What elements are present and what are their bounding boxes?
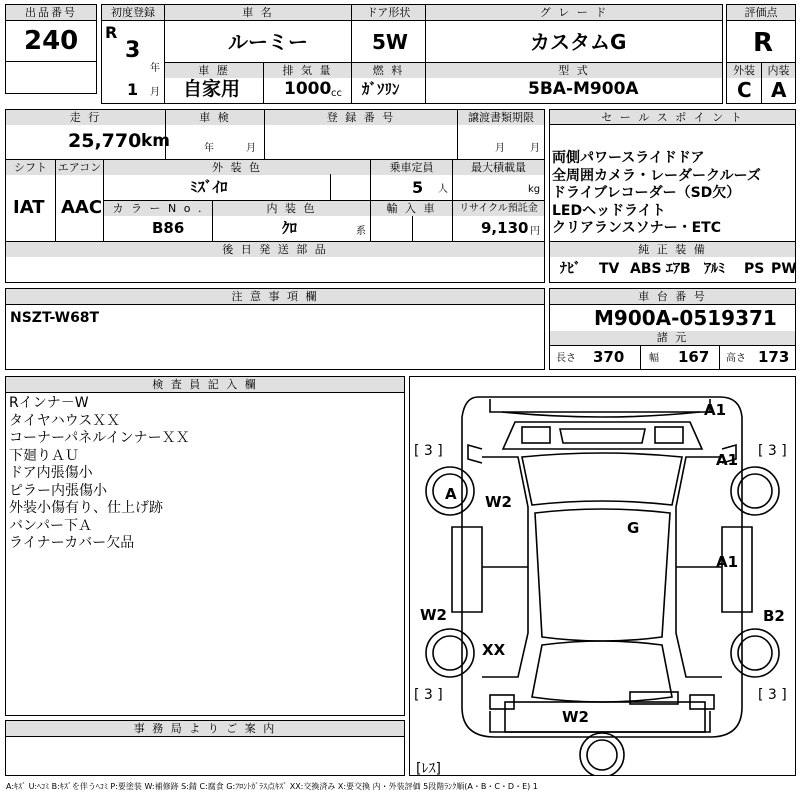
equipment-abs: ABS <box>630 261 662 277</box>
grade-label: グ レ ー ド <box>426 5 722 20</box>
equipment-ps: PS <box>744 261 765 277</box>
tread-front-left: [ 3 ] <box>414 443 443 459</box>
shift-type: IAT <box>13 197 45 218</box>
int-color-label: 内 装 色 <box>213 201 370 216</box>
ext-color-label: 外 装 色 <box>104 160 370 175</box>
persons-unit: 人 <box>438 184 448 195</box>
damage-mark-rear: W2 <box>562 708 589 726</box>
door-type: 5W <box>372 30 408 54</box>
width-value: 167 <box>678 348 710 366</box>
exterior-label: 外装 <box>727 63 761 78</box>
equipment-navi: ﾅﾋﾞ <box>560 261 581 277</box>
kg-unit: kg <box>528 184 541 195</box>
notes-text: NSZT-W68T <box>10 310 100 326</box>
inspector-note: ドア内張傷小 <box>9 465 93 481</box>
sales-point-item: LEDヘッドライト <box>552 202 666 219</box>
transfer-month-unit: 月 <box>495 143 505 154</box>
reg-no-label: 登 録 番 号 <box>265 110 457 125</box>
length-value: 370 <box>593 348 625 366</box>
score-label: 評価点 <box>727 5 795 20</box>
sales-point-list <box>552 150 761 238</box>
damage-mark-right-fender: A1 <box>716 451 739 469</box>
vehicle-history: 自家用 <box>183 78 241 100</box>
interior-label: 内装 <box>762 63 795 78</box>
interior-color: ｸﾛ <box>282 219 298 237</box>
km-unit: km <box>141 131 171 151</box>
tire-mark-front-left: A <box>445 485 457 503</box>
office-label: 事 務 局 よ り ご 案 内 <box>6 721 404 736</box>
inspector-note: Rインナ－W <box>9 395 89 411</box>
year-unit: 年 <box>150 63 160 74</box>
chassis-number: M900A-0519371 <box>594 306 777 330</box>
tread-rear-left: [ 3 ] <box>414 687 443 703</box>
mileage-value: 25,770 <box>68 130 142 152</box>
inspection-month-unit: 月 <box>246 143 256 154</box>
fuel-label: 燃 料 <box>352 63 425 78</box>
displacement-label: 排 気 量 <box>264 63 351 78</box>
dims-label: 諸 元 <box>550 331 795 345</box>
equipment-tv: TV <box>599 261 620 277</box>
history-label: 車 歴 <box>165 63 263 78</box>
fuel-type: ｶﾞｿﾘﾝ <box>362 80 400 98</box>
car-name: ルーミー <box>228 30 308 54</box>
shift-label: シフト <box>6 160 55 175</box>
inspector-note: ライナーカバー欠品 <box>9 535 135 551</box>
width-label: 幅 <box>649 353 659 364</box>
mileage-label: 走 行 <box>6 110 165 125</box>
capacity-value: 5 <box>412 178 424 197</box>
evaluation-score: R <box>753 28 774 58</box>
sales-point-item: クリアランスソナー・ETC <box>552 220 721 236</box>
lot-number: 240 <box>24 26 79 56</box>
inspector-note: 下廻りＡＵ <box>9 447 79 464</box>
model-code: 5BA-M900A <box>528 79 639 99</box>
inspector-note: バンパー下Ａ <box>9 517 93 534</box>
damage-mark-left-quarter: W2 <box>420 606 447 624</box>
equipment-airbag: ｴｱB <box>666 261 691 277</box>
damage-mark-right-quarter: B2 <box>763 607 785 625</box>
sales-point-item: ドライブレコーダー（SD欠） <box>552 185 741 201</box>
inspector-note: 外装小傷有り、仕上げ跡 <box>9 500 163 516</box>
sales-point-label: セ ー ル ス ポ イ ン ト <box>550 110 795 125</box>
first-reg-year: 3 <box>125 38 141 63</box>
first-reg-label: 初度登録 <box>102 5 164 20</box>
interior-grade: A <box>771 78 787 102</box>
damage-mark-front-right: A1 <box>704 401 727 419</box>
inspection-label: 車 検 <box>166 110 264 125</box>
legend-text: A:ｷｽﾞ U:ﾍｺﾐ B:ｷｽﾞを伴うﾍｺﾐ P:要塗装 W:補修跡 S:錆 C:腐食 G:ﾌﾛﾝﾄｶﾞﾗｽ点ｷｽﾞ XX:交換済み X:要交換 内・外装評価 5段階ﾗﾝｸ順(A・B・C・D・E) 1 <box>6 782 538 791</box>
inspector-note: コーナーパネルインナーＸＸ <box>9 430 190 446</box>
length-label: 長さ <box>556 353 576 364</box>
transfer-day-unit: 月 <box>530 143 540 154</box>
notes-label: 注 意 事 項 欄 <box>6 289 544 304</box>
grade: カスタムG <box>530 30 627 54</box>
inspection-year-unit: 年 <box>204 143 214 154</box>
color-no-label: カ ラ ー N o . <box>104 201 212 216</box>
spare-tire-mark: [ﾚｽ] <box>416 761 441 775</box>
aircon-type: AAC <box>61 197 103 218</box>
capacity-label: 乗車定員 <box>371 160 452 175</box>
exterior-color: ﾐｽﾞｲﾛ <box>190 178 228 196</box>
model-code-label: 型 式 <box>426 63 722 78</box>
first-reg-month: 1 <box>127 80 139 99</box>
height-value: 173 <box>758 348 790 366</box>
color-number: B86 <box>152 219 185 237</box>
recycle-label: リサイクル預託金 <box>453 201 544 216</box>
lot-number-label: 出品番号 <box>6 5 96 20</box>
inspector-notes-list <box>9 395 190 553</box>
era-letter: R <box>105 23 118 42</box>
inspector-note: ピラー内張傷小 <box>9 482 107 499</box>
car-diagram-svg <box>410 377 795 775</box>
later-parts-label: 後 日 発 送 部 品 <box>6 242 544 257</box>
damage-mark-right-door: A1 <box>716 553 739 571</box>
sales-point-item: 両側パワースライドドア <box>552 150 705 166</box>
kei-unit: 系 <box>356 226 366 237</box>
exterior-grade: C <box>737 78 752 102</box>
height-label: 高さ <box>726 353 746 364</box>
month-unit: 月 <box>150 87 160 98</box>
tread-rear-right: [ 3 ] <box>758 687 787 703</box>
damage-mark-left-rear-wheel: XX <box>482 641 506 659</box>
tread-front-right: [ 3 ] <box>758 443 787 459</box>
car-diagram <box>409 376 796 776</box>
genuine-label: 純 正 装 備 <box>550 242 795 257</box>
inspector-note: タイヤハウスＸＸ <box>9 412 121 429</box>
inspector-label: 検 査 員 記 入 欄 <box>6 377 404 392</box>
equipment-pw: PW <box>771 261 797 277</box>
yen-unit: 円 <box>530 226 540 237</box>
transfer-doc-label: 譲渡書類期限 <box>458 110 544 125</box>
displacement: 1000 <box>284 79 332 99</box>
chassis-label: 車 台 番 号 <box>550 289 795 304</box>
sales-point-item: 全周囲カメラ・レーダークルーズ <box>552 167 761 184</box>
door-label: ドア形状 <box>352 5 425 20</box>
cc-unit: cc <box>331 88 342 99</box>
import-label: 輸 入 車 <box>371 201 452 216</box>
recycle-fee: 9,130 <box>481 219 529 237</box>
damage-mark-roof: G <box>627 519 640 537</box>
car-name-label: 車 名 <box>165 5 351 20</box>
equipment-alloy: ｱﾙﾐ <box>704 261 725 277</box>
max-load-label: 最大積載量 <box>453 160 544 175</box>
damage-mark-left-fender: W2 <box>485 493 512 511</box>
aircon-label: エアコン <box>57 161 102 174</box>
